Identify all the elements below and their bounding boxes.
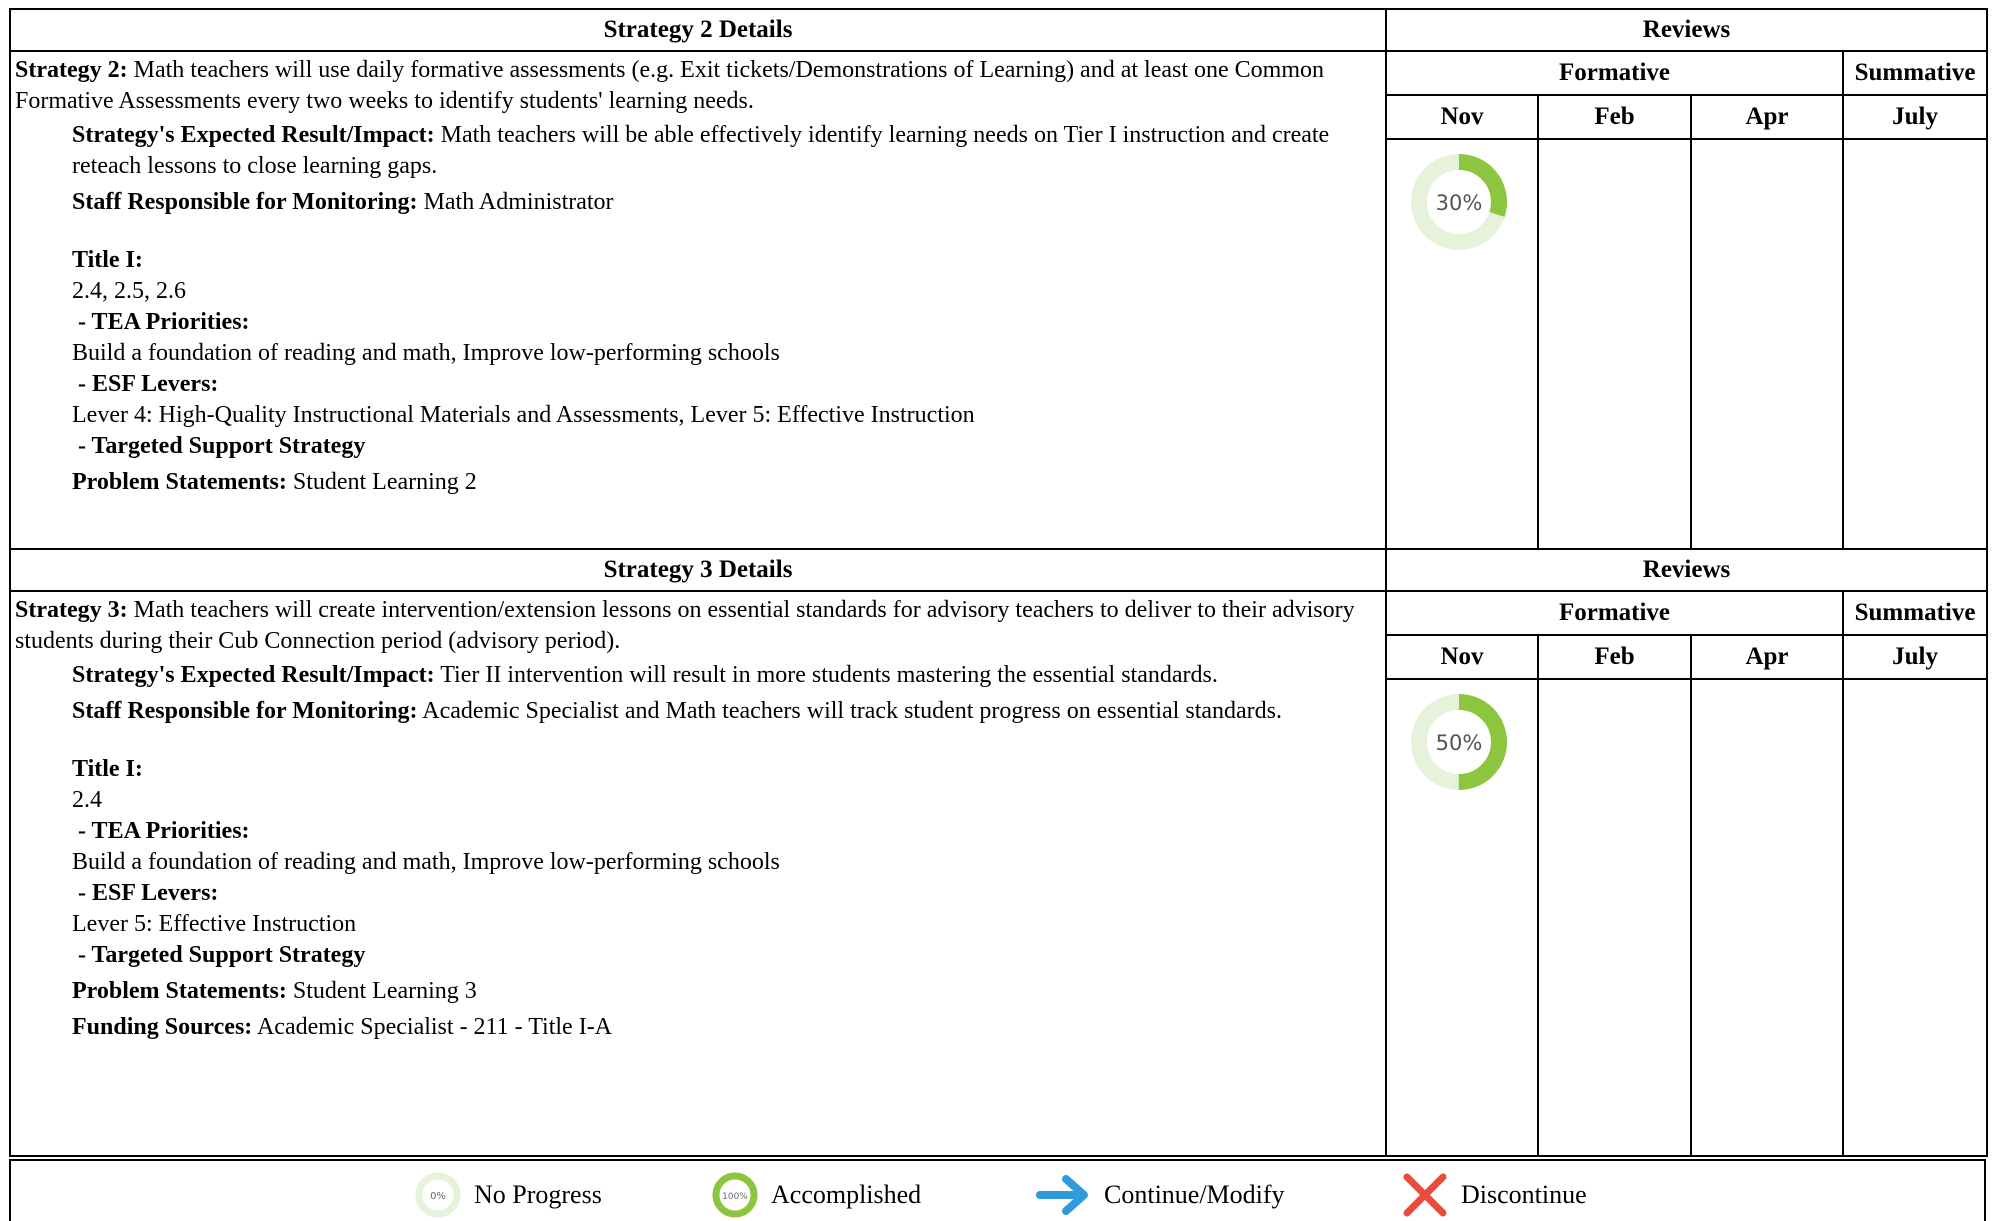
expected-result (72, 660, 1381, 691)
no-progress-icon (414, 1171, 462, 1219)
strategy-details-header: Strategy 2 Details (10, 9, 1386, 51)
staff-text: Math Administrator (423, 189, 614, 215)
funding-label: Funding Sources: (72, 1014, 253, 1040)
progress-donut-icon (1407, 150, 1511, 254)
reviews-header: Reviews (1386, 9, 1987, 51)
formative-header: Formative (1386, 51, 1843, 95)
strategy-details-cell (10, 591, 1386, 1156)
targeted-support-label: - Targeted Support Strategy (72, 433, 366, 459)
esf-levers-label: - ESF Levers: (72, 371, 219, 397)
staff-label: Staff Responsible for Monitoring: (72, 189, 418, 215)
strategy-statement (15, 55, 1381, 117)
staff-responsible (72, 696, 1381, 727)
legend-discontinue-label: Discontinue (1461, 1180, 1587, 1209)
strategy-3-table (9, 548, 1988, 1157)
summative-header: Summative (1843, 51, 1987, 95)
result-text: Tier II intervention will result in more students mastering the essential standards. (440, 662, 1218, 688)
nov-review-cell (1386, 139, 1538, 549)
problem-text: Student Learning 2 (292, 469, 477, 495)
donut-percent-text: 30% (1435, 191, 1483, 215)
feb-review-cell (1538, 679, 1691, 1156)
strategy-details-header: Strategy 3 Details (10, 549, 1386, 591)
legend-no-progress-label: No Progress (474, 1180, 602, 1209)
month-feb: Feb (1538, 95, 1691, 139)
legend-continue (1036, 1171, 1285, 1219)
esf-levers-text: Lever 5: Effective Instruction (72, 911, 357, 937)
month-apr: Apr (1691, 95, 1843, 139)
result-label: Strategy's Expected Result/Impact: (72, 122, 435, 148)
legend-no-progress (414, 1171, 602, 1219)
staff-label: Staff Responsible for Monitoring: (72, 698, 418, 724)
progress-donut-icon (1407, 690, 1511, 794)
problem-label: Problem Statements: (72, 469, 287, 495)
july-review-cell (1843, 139, 1987, 549)
strategy-text: Math teachers will create intervention/extension lessons on essential standards for advisory teachers to deliver to their advisory students during their Cub Connection period (advisory period). (15, 597, 1355, 654)
tea-priorities-label: - TEA Priorities: (72, 818, 250, 844)
strategy-statement (15, 595, 1381, 657)
title-i-label: Title I: (72, 756, 143, 782)
july-review-cell (1843, 679, 1987, 1156)
month-nov: Nov (1386, 635, 1538, 679)
expected-result (72, 120, 1381, 182)
legend-discontinue (1401, 1171, 1587, 1219)
esf-levers-label: - ESF Levers: (72, 880, 219, 906)
feb-review-cell (1538, 139, 1691, 549)
staff-text: Academic Specialist and Math teachers will track student progress on essential standards. (422, 698, 1282, 724)
strategy-label: Strategy 3: (15, 597, 128, 623)
problem-statements (72, 976, 1381, 1007)
strategy-page (9, 8, 1986, 1221)
legend-continue-label: Continue/Modify (1104, 1180, 1285, 1209)
apr-review-cell (1691, 679, 1843, 1156)
continue-arrow-icon (1036, 1171, 1092, 1219)
strategy-text: Math teachers will use daily formative assessments (e.g. Exit tickets/Demonstrations of Learning) and at least one Common Formative Assessments every two weeks to identify students' learning needs. (15, 57, 1325, 114)
funding-sources (72, 1012, 1381, 1043)
esf-levers-text: Lever 4: High-Quality Instructional Materials and Assessments, Lever 5: Effective Instruction (72, 402, 975, 428)
funding-text: Academic Specialist - 211 - Title I-A (256, 1014, 613, 1040)
month-nov: Nov (1386, 95, 1538, 139)
result-label: Strategy's Expected Result/Impact: (72, 662, 435, 688)
formative-header: Formative (1386, 591, 1843, 635)
strategy-label: Strategy 2: (15, 57, 128, 83)
month-feb: Feb (1538, 635, 1691, 679)
tea-priorities-text: Build a foundation of reading and math, Improve low-performing schools (72, 849, 780, 875)
legend-accomplished-label: Accomplished (771, 1180, 922, 1209)
discontinue-x-icon (1401, 1171, 1449, 1219)
apr-review-cell (1691, 139, 1843, 549)
donut-percent-text: 50% (1435, 731, 1483, 755)
reviews-header: Reviews (1386, 549, 1987, 591)
tea-priorities-label: - TEA Priorities: (72, 309, 250, 335)
month-apr: Apr (1691, 635, 1843, 679)
staff-responsible (72, 187, 1381, 218)
result-text: Math teachers will be able effectively identify learning needs on Tier I instruction and create reteach lessons to close learning gaps. (72, 122, 1330, 179)
nov-review-cell (1386, 679, 1538, 1156)
strategy-details-cell (10, 51, 1386, 549)
legend-bar (9, 1159, 1986, 1221)
accomplished-icon (711, 1171, 759, 1219)
month-july: July (1843, 95, 1987, 139)
no-progress-icon-text: 0% (430, 1191, 446, 1202)
title-i-label: Title I: (72, 247, 143, 273)
problem-label: Problem Statements: (72, 978, 287, 1004)
month-july: July (1843, 635, 1987, 679)
accomplished-icon-text: 100% (722, 1192, 748, 1202)
title-i-text: 2.4 (72, 787, 102, 813)
tea-priorities-text: Build a foundation of reading and math, Improve low-performing schools (72, 340, 780, 366)
title-i-text: 2.4, 2.5, 2.6 (72, 278, 186, 304)
problem-text: Student Learning 3 (292, 978, 477, 1004)
targeted-support-label: - Targeted Support Strategy (72, 942, 366, 968)
strategy-2-table (9, 8, 1988, 550)
problem-statements (72, 467, 1381, 498)
legend-accomplished (711, 1171, 921, 1219)
summative-header: Summative (1843, 591, 1987, 635)
